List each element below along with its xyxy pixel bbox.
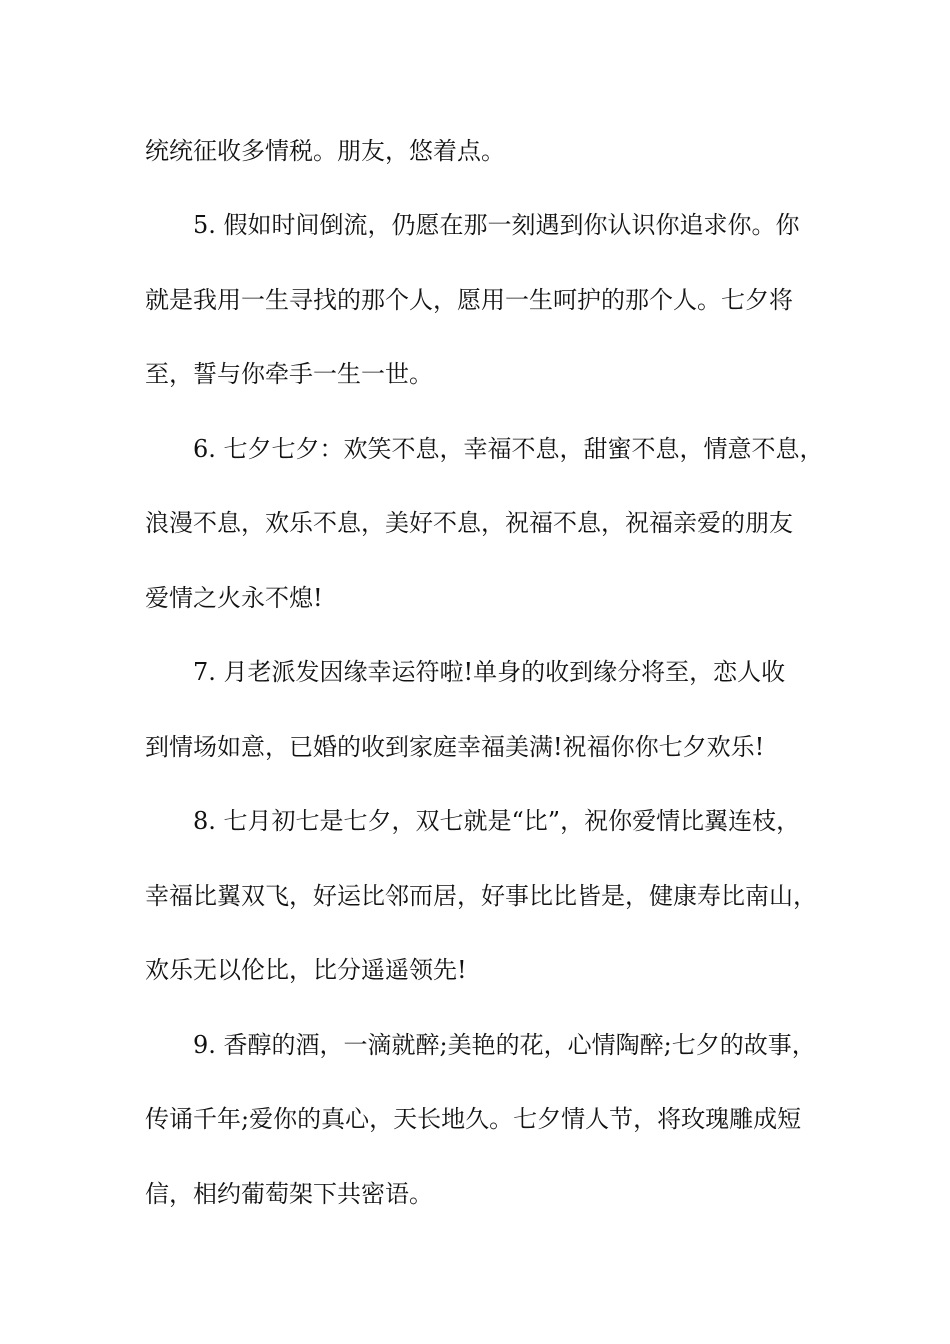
text-line: 浪漫不息，欢乐不息，美好不息，祝福不息，祝福亲爱的朋友 xyxy=(145,509,793,537)
text-line: 到情场如意，已婚的收到家庭幸福美满!祝福你你七夕欢乐! xyxy=(145,733,765,761)
text-line: 7. 月老派发因缘幸运符啦!单身的收到缘分将至，恋人收 xyxy=(193,658,786,686)
text-line: 传诵千年;爱你的真心，天长地久。七夕情人节，将玫瑰雕成短 xyxy=(145,1105,802,1133)
text-line: 爱情之火永不熄! xyxy=(145,584,323,612)
text-line: 8. 七月初七是七夕，双七就是“比”，祝你爱情比翼连枝， xyxy=(193,807,801,835)
text-line: 信，相约葡萄架下共密语。 xyxy=(145,1180,433,1208)
text-line: 5. 假如时间倒流，仍愿在那一刻遇到你认识你追求你。你 xyxy=(193,211,800,239)
text-line: 就是我用一生寻找的那个人，愿用一生呵护的那个人。七夕将 xyxy=(145,286,793,314)
text-line: 至，誓与你牵手一生一世。 xyxy=(145,360,433,388)
text-line: 6. 七夕七夕：欢笑不息，幸福不息，甜蜜不息，情意不息， xyxy=(193,435,824,463)
text-line: 统统征收多情税。朋友，悠着点。 xyxy=(145,137,505,165)
text-line: 9. 香醇的酒，一滴就醉;美艳的花，心情陶醉;七夕的故事， xyxy=(193,1031,816,1059)
text-line: 欢乐无以伦比，比分遥遥领先! xyxy=(145,956,467,984)
text-line: 幸福比翼双飞，好运比邻而居，好事比比皆是，健康寿比南山， xyxy=(145,882,817,910)
